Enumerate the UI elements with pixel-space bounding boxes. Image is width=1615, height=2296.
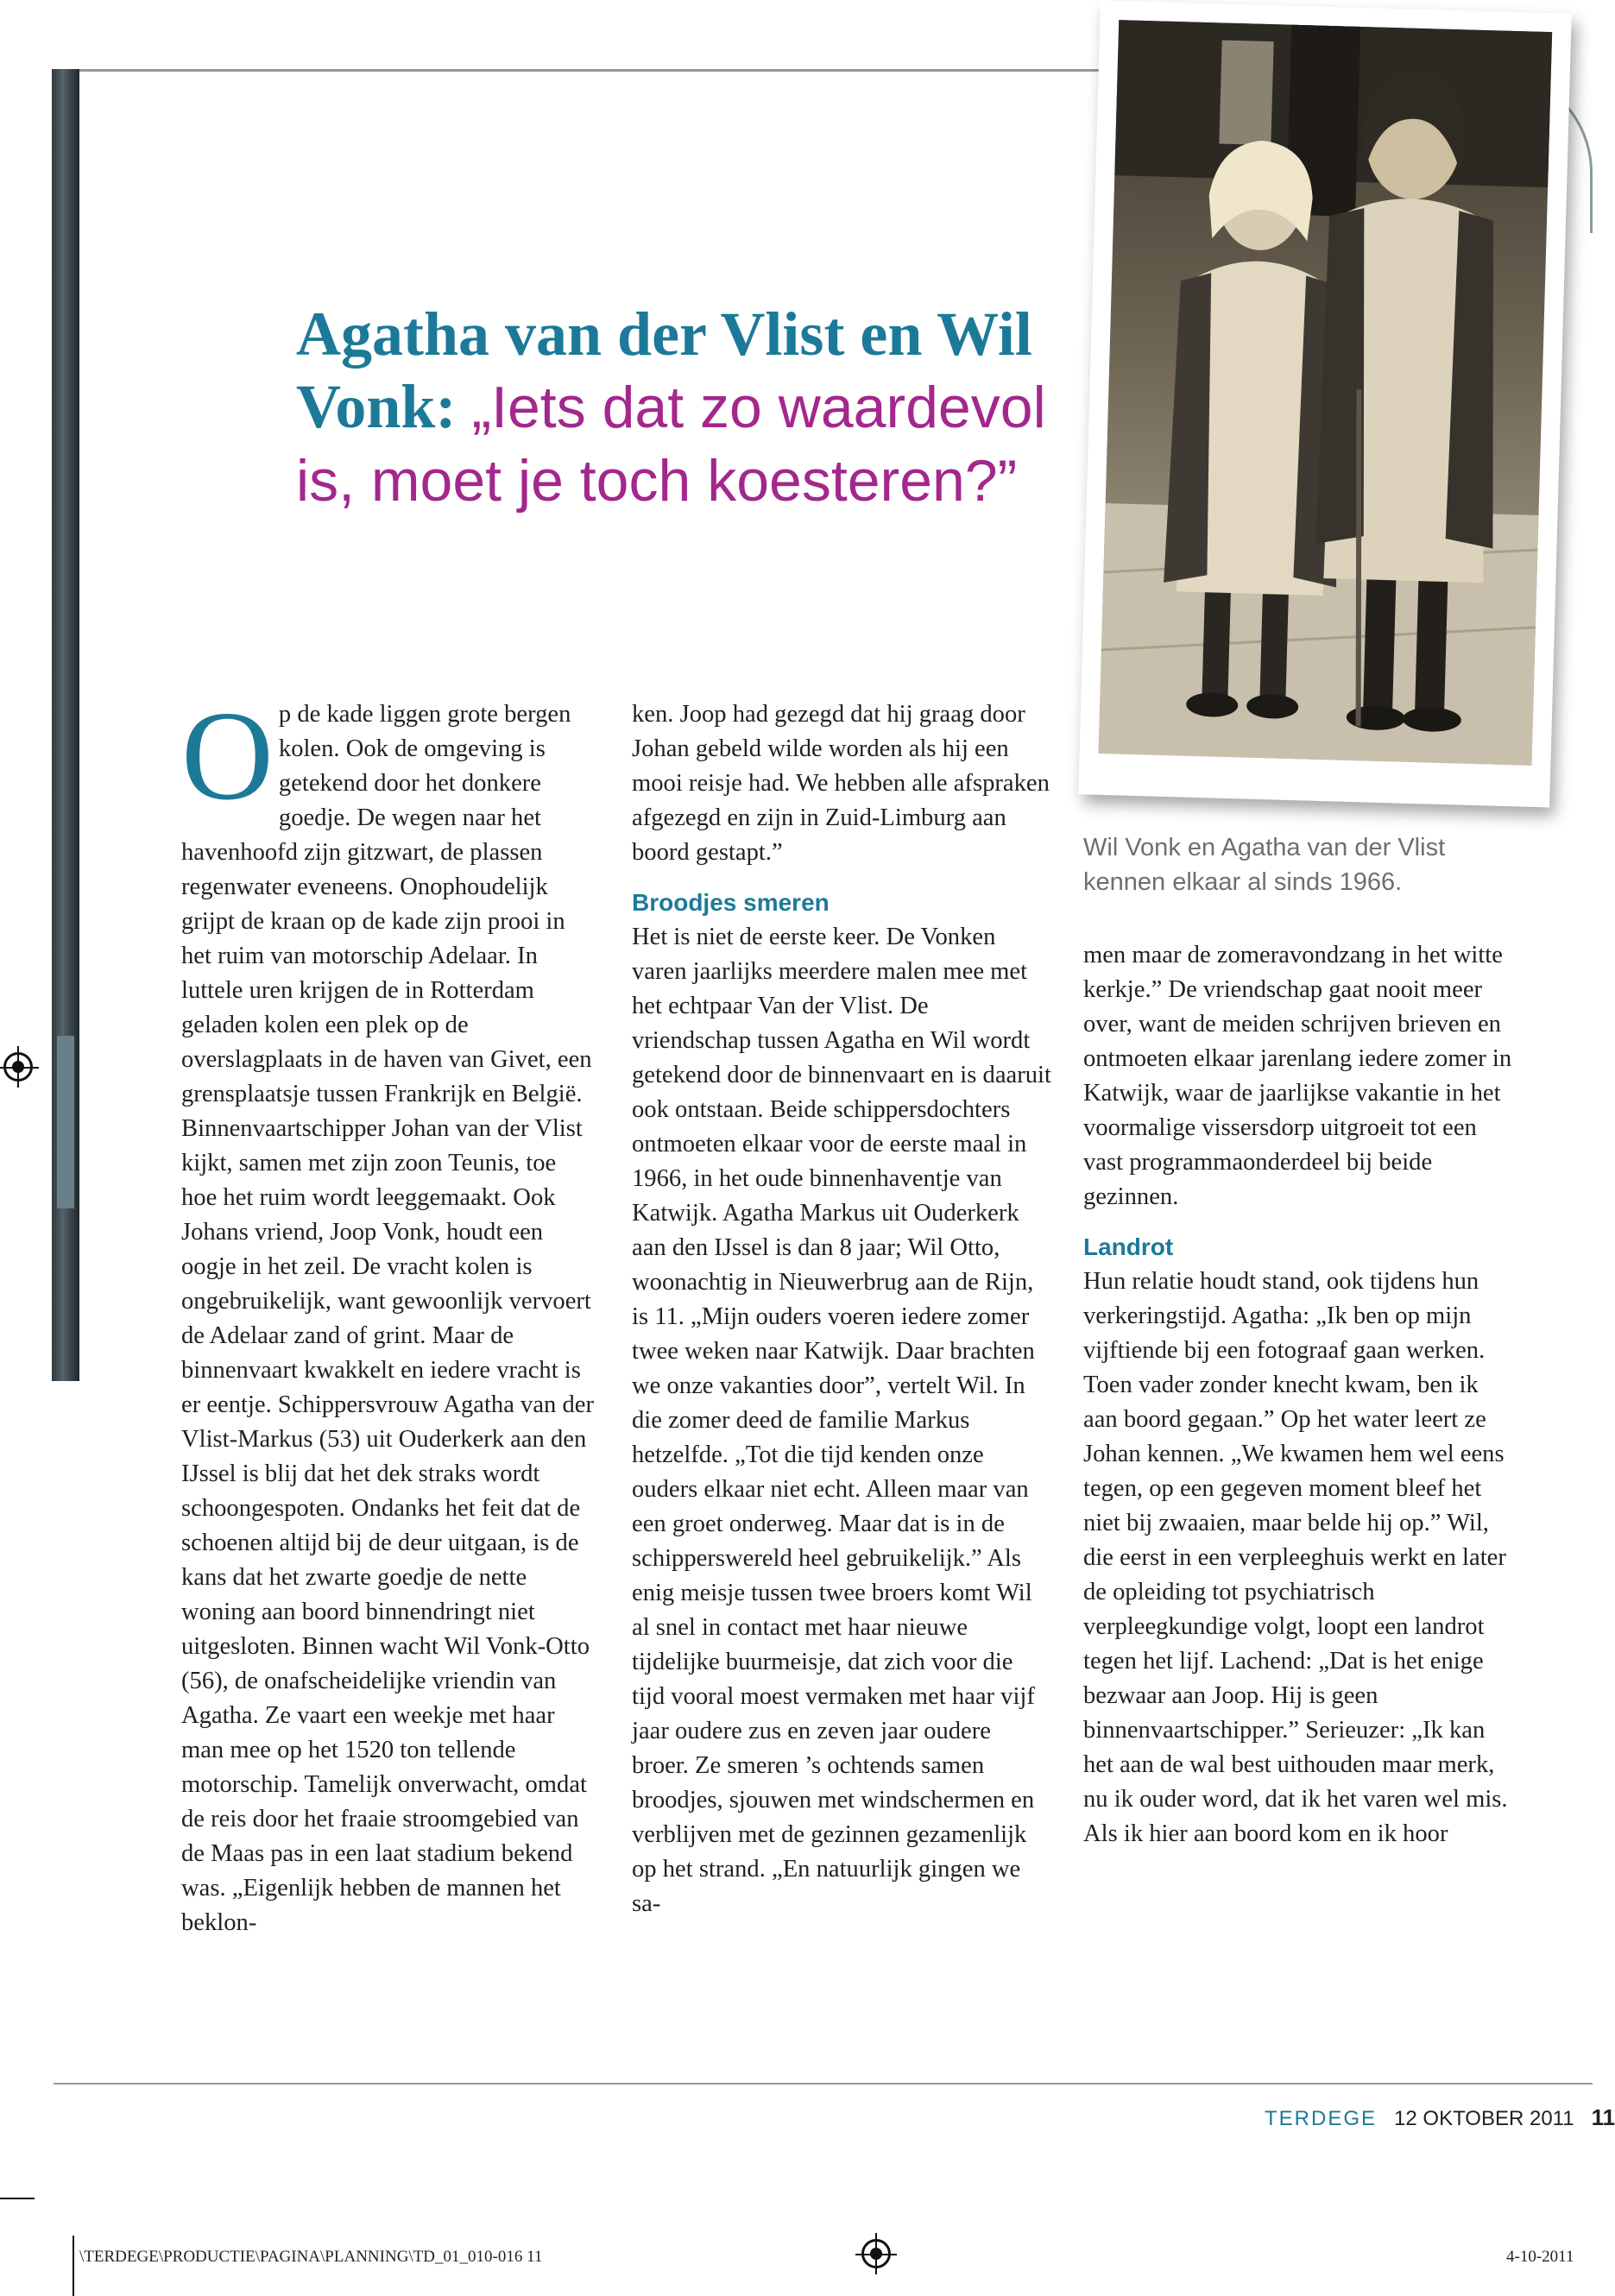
- page-footer: [1265, 2103, 1615, 2134]
- column-2-body-text: Het is niet de eerste keer. De Vonken varen jaarlijks meerdere malen mee met het echtpaar Van der Vlist. De vriendschap tussen Agatha en Wil wordt getekend door de binnenvaart en is daaruit ook ontstaan. Beide schippersdochters ontmoeten elkaar voor de eerste maal in 1966, in het oude binnenhaventje van Katwijk. Agatha Markus uit Ouderkerk aan den IJssel is dan 8 jaar; Wil Otto, woonachtig in Nieuwerbrug aan de Rijn, is 11. „Mijn ouders voeren iedere zomer twee weken naar Katwijk. Daar brachten we onze vakanties door”, vertelt Wil. In die zomer deed de familie Markus hetzelfde. „Tot die tijd kenden onze ouders elkaar niet echt. Alleen maar van een groet onderweg. Maar dat is in de schipperswereld heel gebruikelijk.” Als enig meisje tussen twee broers komt Wil al snel in contact met haar nieuwe tijdelijke buurmeisje, dat zich voor die tijd vooral moest vermaken met haar vijf jaar oudere zus en zeven jaar oudere broer. Ze smeren ’s ochtends samen broodjes, sjouwen met windschermen en verblijven met de gezinnen gezamenlijk op het strand. „En natuurlijk gingen we sa-: [632, 924, 1051, 1917]
- crop-mark-left: [0, 2198, 35, 2199]
- print-slug-date: 4-10-2011: [1506, 2248, 1574, 2266]
- subheading-landrot: Landrot: [1083, 1233, 1174, 1260]
- article-column-3: [1083, 938, 1515, 1851]
- column-3-body-text: Hun relatie houdt stand, ook tijdens hun verkeringstijd. Agatha: „Ik ben op mijn vijftiende bij een fotograaf gaan werken. Toen vader zonder knecht kwam, ben ik aan boord gegaan.” Op het water leert ze Johan kennen. „We kwamen hem wel eens tegen, op een gegeven moment bleef het niet bij zwaaien, maar belde hij op.” Wil, die eerst in een verpleeghuis werkt en later de opleiding tot psychiatrisch verpleegkundige volgt, loopt een landrot tegen het lijf. Lachend: „Dat is het enige bezwaar aan Joop. Hij is geen binnenvaartschipper.” Serieuzer: „Ik kan het aan de wal best uithouden maar merk, nu ik ouder word, dat ik het varen wel mis. Als ik hier aan boord kom en ik hoor: [1083, 1268, 1508, 1847]
- column-2-intro-text: ken. Joop had gezegd dat hij graag door Johan gebeld wilde worden als hij een mooi reisje had. We hebben alle afspraken afgezegd en zijn in Zuid-Limburg aan boord gestapt.”: [632, 701, 1050, 866]
- registration-mark-bottom-icon: [861, 2239, 891, 2268]
- article-column-2: [632, 697, 1051, 1921]
- headline-quote: „Iets dat zo waardevol is, moet je toch koesteren?”: [296, 375, 1046, 514]
- bottom-frame-rule: [54, 2083, 1593, 2085]
- left-photo-strip: [52, 69, 79, 1381]
- drop-cap: O: [181, 685, 274, 827]
- vintage-photo: [1078, 1, 1571, 808]
- crop-mark-bottom: [73, 2236, 74, 2296]
- article-headline: [296, 298, 1107, 517]
- subheading-broodjes-smeren: Broodjes smeren: [632, 889, 830, 916]
- article-column-1: [181, 685, 596, 1940]
- print-slug-path: \TERDEGE\PRODUCTIE\PAGINA\PLANNING\TD_01_010-016 11: [79, 2248, 543, 2266]
- headline-names: Agatha van der Vlist en Wil Vonk:: [296, 300, 1032, 441]
- footer-issue-date: 12 OKTOBER 2011: [1394, 2107, 1574, 2130]
- column-1-text: p de kade liggen grote bergen kolen. Ook de omgeving is getekend door het donkere goedje. De wegen naar het havenhoofd zijn gitzwart, de plassen regenwater eveneens. Onophoudelijk grijpt de kraan op de kade zijn prooi in het ruim van motorschip Adelaar. In luttele uren krijgen de in Rotterdam geladen kolen een plek op de overslagplaats in de haven van Givet, een grensplaatsje tussen Frankrijk en België. Binnenvaartschipper Johan van der Vlist kijkt, samen met zijn zoon Teunis, toe hoe het ruim wordt leeggemaakt. Ook Johans vriend, Joop Vonk, houdt een oogje in het zeil. De vracht kolen is ongebruikelijk, want gewoonlijk vervoert de Adelaar zand of grint. Maar de binnenvaart kwakkelt en iedere vracht is er eentje. Schippersvrouw Agatha van der Vlist-Markus (53) uit Ouderkerk aan den IJssel is blij dat het dek straks wordt schoongespoten. Ondanks het feit dat de schoenen altijd bij de deur uitgaan, is de kans dat het zwarte goedje de nette woning aan boord binnendringt niet uitgesloten. Binnen wacht Wil Vonk-Otto (56), de onafscheidelijke vriendin van Agatha. Ze vaart een weekje met haar man mee op het 1520 ton tellende motorschip. Tamelijk onverwacht, omdat de reis door het fraaie stroomgebied van de Maas pas in een laat stadium bekend was. „Eigenlijk hebben de mannen het beklon-: [181, 701, 594, 1936]
- photo-two-girls-image: [1099, 20, 1553, 766]
- registration-mark-left-icon: [3, 1052, 33, 1082]
- footer-page-number: 11: [1591, 2104, 1615, 2130]
- photo-caption: Wil Vonk en Agatha van der Vlist kennen elkaar al sinds 1966.: [1083, 834, 1446, 896]
- footer-magazine-name: TERDEGE: [1265, 2107, 1378, 2130]
- column-3-intro-text: men maar de zomeravondzang in het witte kerkje.” De vriendschap gaat nooit meer over, want de meiden schrijven brieven en ontmoeten elkaar jarenlang iedere zomer in Katwijk, waar de jaarlijkse vakantie in het voormalige vissersdorp uitgroeit tot een vast programmaonderdeel bij beide gezinnen.: [1083, 942, 1512, 1210]
